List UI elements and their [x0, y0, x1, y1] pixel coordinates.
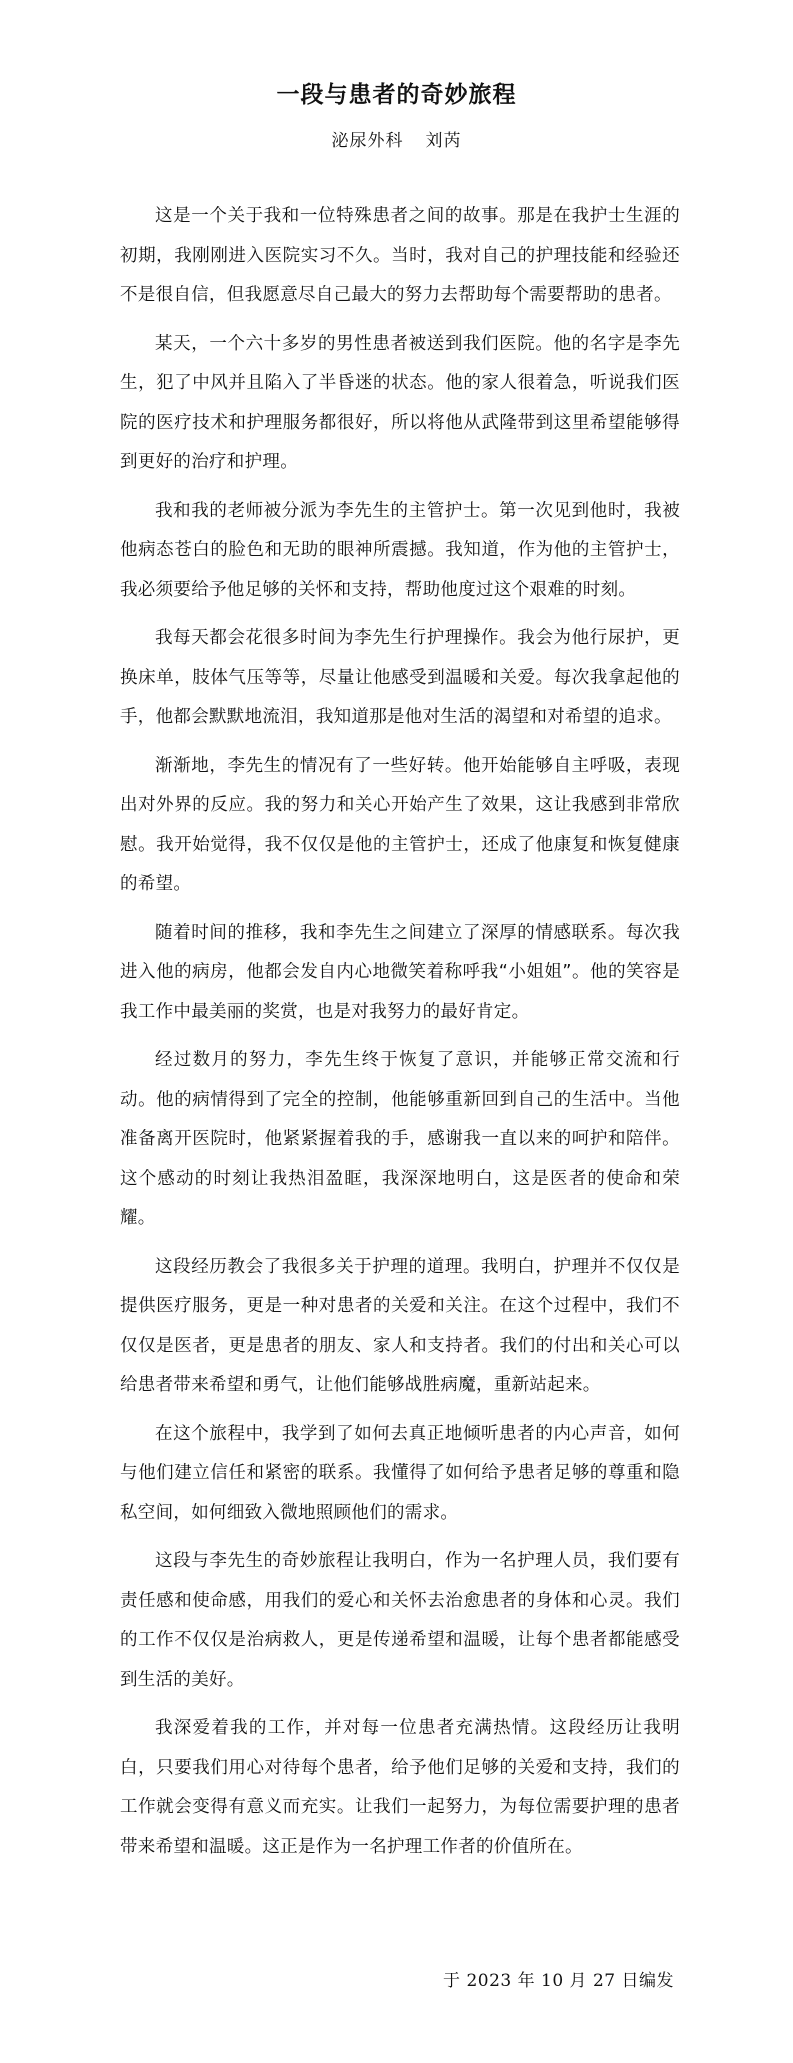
paragraph: 某天，一个六十多岁的男性患者被送到我们医院。他的名字是李先生，犯了中风并且陷入了半昏迷的状态。他的家人很着急，听说我们医院的医疗技术和护理服务都很好，所以将他从武隆带到这里希望能够得到更好的治疗和护理。: [120, 333, 680, 472]
publish-date: 于 2023 年 10 月 27 日编发: [443, 1971, 674, 1991]
paragraph: 这段经历教会了我很多关于护理的道理。我明白，护理并不仅仅是提供医疗服务，更是一种对患者的关爱和关注。在这个过程中，我们不仅仅是医者，更是患者的朋友、家人和支持者。我们的付出和关心可以给患者带来希望和勇气，让他们能够战胜病魔，重新站起来。: [120, 1256, 680, 1395]
paragraph: 我深爱着我的工作，并对每一位患者充满热情。这段经历让我明白，只要我们用心对待每个患者，给予他们足够的关爱和支持，我们的工作就会变得有意义而充实。让我们一起努力，为每位需要护理的患者带来希望和温暖。这正是作为一名护理工作者的价值所在。: [120, 1718, 680, 1857]
document-title: 一段与患者的奇妙旅程: [276, 81, 517, 108]
article-body: [120, 197, 680, 1876]
paragraph: 经过数月的努力，李先生终于恢复了意识，并能够正常交流和行动。他的病情得到了完全的控制，他能够重新回到自己的生活中。当他准备离开医院时，他紧紧握着我的手，感谢我一直以来的呵护和陪伴。这个感动的时刻让我热泪盈眶，我深深地明白，这是医者的使命和荣耀。: [120, 1050, 680, 1228]
paragraph: 我每天都会花很多时间为李先生行护理操作。我会为他行尿护，更换床单，肢体气压等等，尽量让他感受到温暖和关爱。每次我拿起他的手，他都会默默地流泪，我知道那是他对生活的渴望和对希望的追求。: [120, 628, 680, 727]
paragraph: 这是一个关于我和一位特殊患者之间的故事。那是在我护士生涯的初期，我刚刚进入医院实习不久。当时，我对自己的护理技能和经验还不是很自信，但我愿意尽自己最大的努力去帮助每个需要帮助的患者。: [120, 206, 680, 305]
paragraph: 随着时间的推移，我和李先生之间建立了深厚的情感联系。每次我进入他的病房，他都会发自内心地微笑着称呼我“小姐姐”。他的笑容是我工作中最美丽的奖赏，也是对我努力的最好肯定。: [120, 922, 680, 1022]
paragraph: 这段与李先生的奇妙旅程让我明白，作为一名护理人员，我们要有责任感和使命感，用我们的爱心和关怀去治愈患者的身体和心灵。我们的工作不仅仅是治病救人，更是传递希望和温暖，让每个患者都能感受到生活的美好。: [120, 1551, 680, 1690]
department-name: 泌尿外科: [331, 131, 404, 151]
paragraph: 渐渐地，李先生的情况有了一些好转。他开始能够自主呼吸，表现出对外界的反应。我的努力和关心开始产生了效果，这让我感到非常欣慰。我开始觉得，我不仅仅是他的主管护士，还成了他康复和恢复健康的希望。: [120, 755, 680, 894]
paragraph: 我和我的老师被分派为李先生的主管护士。第一次见到他时，我被他病态苍白的脸色和无助的眼神所震撼。我知道，作为他的主管护士，我必须要给予他足够的关怀和支持，帮助他度过这个艰难的时刻。: [120, 500, 680, 600]
author-line: [0, 126, 793, 151]
paragraph: 在这个旅程中，我学到了如何去真正地倾听患者的内心声音，如何与他们建立信任和紧密的联系。我懂得了如何给予患者足够的尊重和隐私空间，如何细致入微地照顾他们的需求。: [120, 1423, 680, 1523]
author-name: 刘芮: [425, 131, 462, 151]
